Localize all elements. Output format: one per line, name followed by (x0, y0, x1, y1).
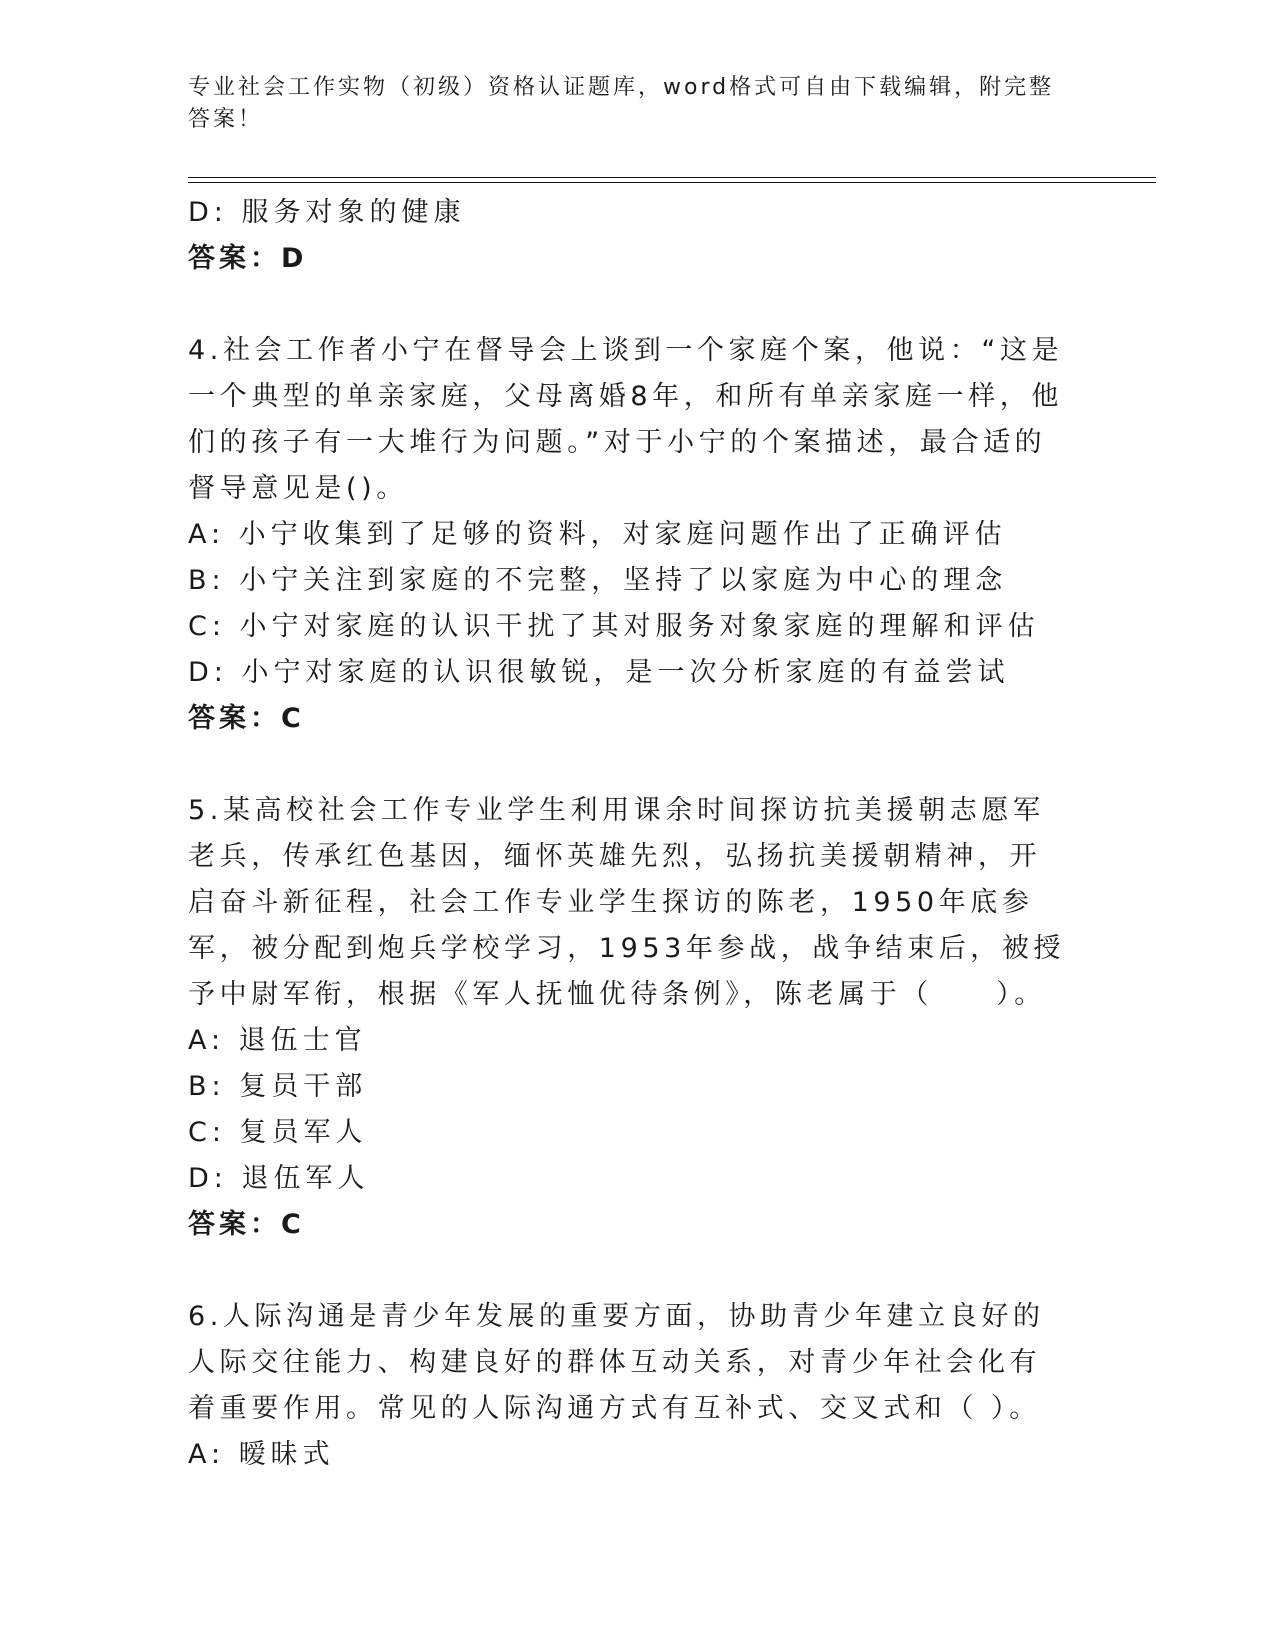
question-stem: 4.社会工作者小宁在督导会上谈到一个家庭个案，他说：“这是一个典型的单亲家庭，父母离婚8年，和所有单亲家庭一样，他们的孩子有一大堆行为问题。”对于小宁的个案描述，最合适的督导意见是()。 (188, 335, 1064, 504)
question-block (188, 328, 1068, 742)
question-stem: 6.人际沟通是青少年发展的重要方面，协助青少年建立良好的人际交往能力、构建良好的群体互动关系，对青少年社会化有着重要作用。常见的人际沟通方式有互补式、交叉式和（ ）。 (188, 1301, 1045, 1424)
spacer (188, 742, 1068, 788)
option-a: A: 暧昧式 (188, 1439, 335, 1470)
spacer (188, 1248, 1068, 1294)
spacer (188, 282, 1068, 328)
option-d: D: 小宁对家庭的认识很敏锐，是一次分析家庭的有益尝试 (188, 657, 1010, 688)
question-block (188, 1294, 1068, 1478)
option-d: D: 退伍军人 (188, 1163, 370, 1194)
page-header: 专业社会工作实物（初级）资格认证题库，word格式可自由下载编辑，附完整答案！ (188, 75, 1055, 132)
header-rule-top (188, 177, 1156, 178)
answer-line: 答案：D (188, 243, 308, 274)
answer-line: 答案：C (188, 703, 305, 734)
answer-line: 答案：C (188, 1209, 305, 1240)
option-a: A: 小宁收集到了足够的资料，对家庭问题作出了正确评估 (188, 519, 1007, 550)
option-b: B: 复员干部 (188, 1071, 368, 1102)
option-d: D: 服务对象的健康 (188, 197, 466, 228)
option-c: C: 小宁对家庭的认识干扰了其对服务对象家庭的理解和评估 (188, 611, 1040, 642)
document-body (188, 190, 1068, 1478)
question-stem: 5.某高校社会工作专业学生利用课余时间探访抗美援朝志愿军老兵，传承红色基因，缅怀英雄先烈，弘扬抗美援朝精神，开启奋斗新征程，社会工作专业学生探访的陈老，1950年底参军，被分配到炮兵学校学习，1953年参战，战争结束后，被授予中尉军衔，根据《军人抚恤优待条例》，陈老属于（ ）。 (188, 795, 1066, 1010)
option-c: C: 复员军人 (188, 1117, 368, 1148)
header-rule-bottom (188, 182, 1156, 183)
option-a: A: 退伍士官 (188, 1025, 367, 1056)
option-b: B: 小宁关注到家庭的不完整，坚持了以家庭为中心的理念 (188, 565, 1008, 596)
question-block (188, 788, 1068, 1248)
